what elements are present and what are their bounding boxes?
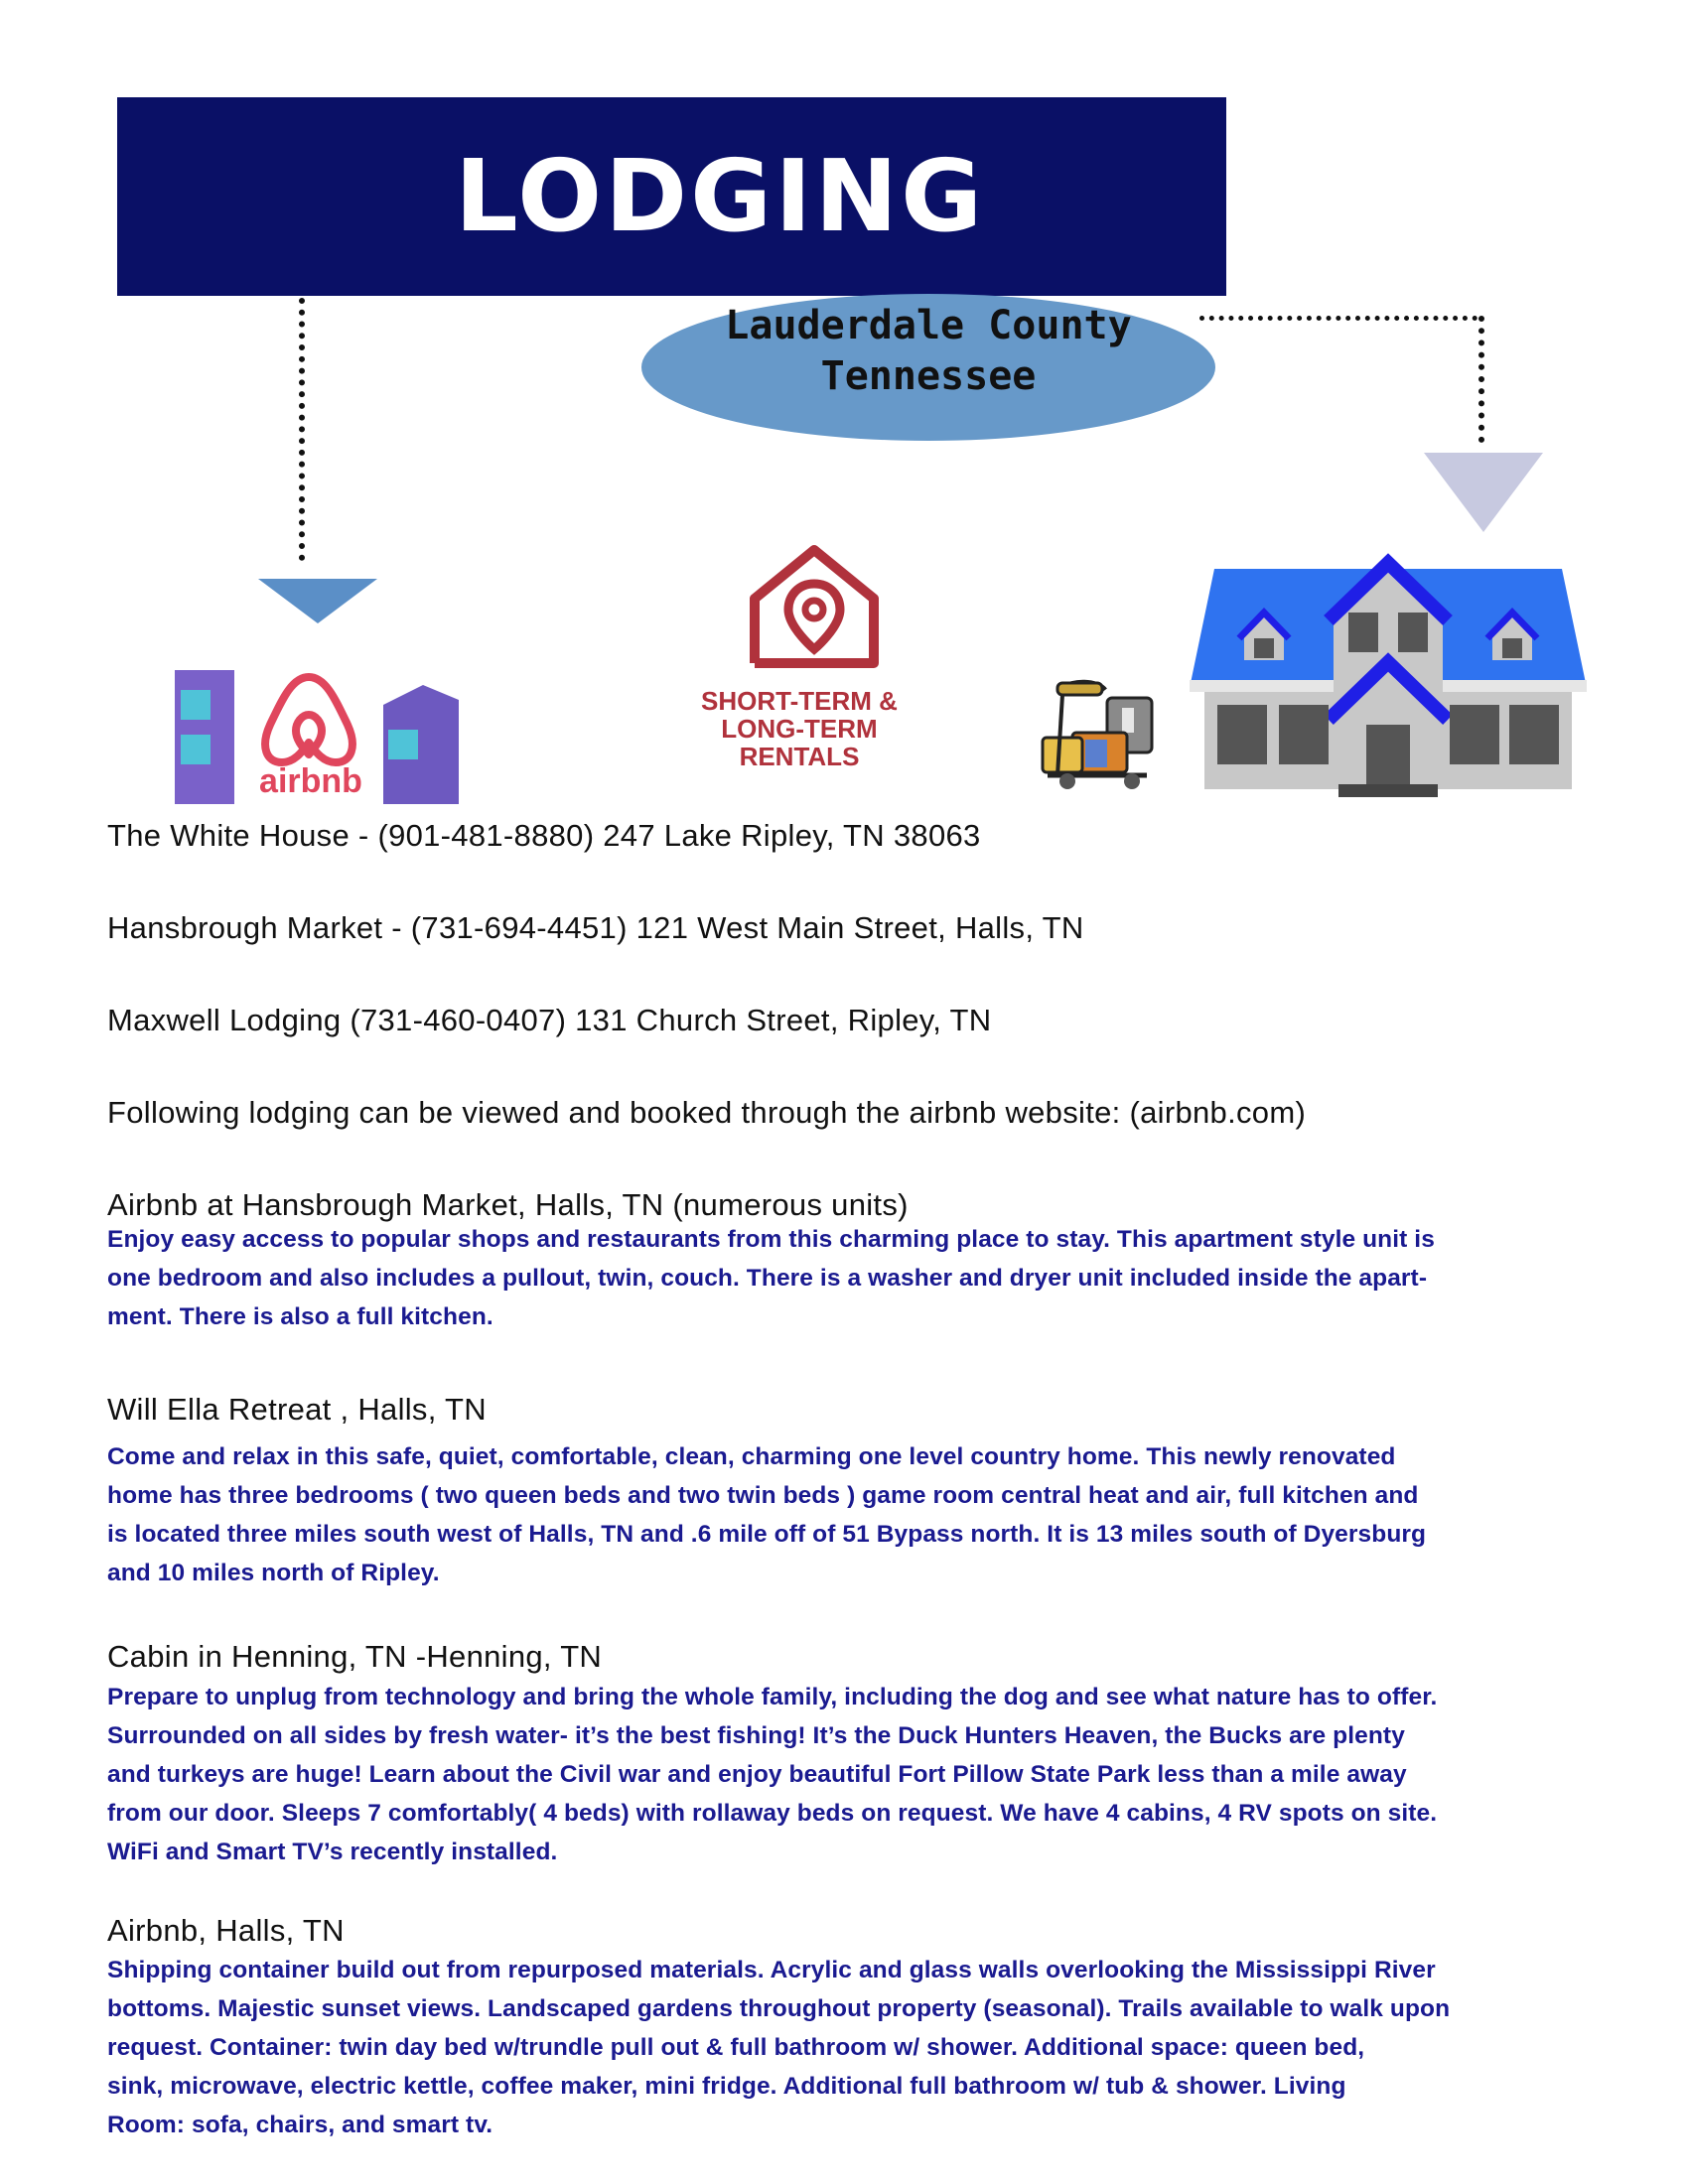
right-dotted-connector-vertical — [1478, 316, 1484, 443]
listing-maxwell-lodging: Maxwell Lodging (731-460-0407) 131 Church Street, Ripley, TN — [107, 1003, 992, 1037]
airbnb-wordmark: airbnb — [259, 762, 362, 800]
airbnb-listing-title: Airbnb at Hansbrough Market, Halls, TN (numerous units) — [107, 1187, 909, 1222]
listing-white-house: The White House - (901-481-8880) 247 Lake Ripley, TN 38063 — [107, 818, 981, 853]
airbnb-listing-description: Come and relax in this safe, quiet, comfortable, clean, charming one level country home. This newly renovated home has three bedrooms ( two queen beds and two twin beds ) game room central heat and air, full kitchen and is located three miles south west of Halls, TN and .6 mile off of 51 Bypass north. It is 13 miles south of Dyersburg and 10 miles north of Ripley. — [107, 1443, 1427, 1586]
rentals-logo-text — [675, 687, 923, 770]
airbnb-listing-title: Will Ella Retreat , Halls, TN — [107, 1392, 487, 1427]
arrow-down-left-icon — [258, 579, 377, 623]
airbnb-listing-description: Shipping container build out from repurposed materials. Acrylic and glass walls overlooking the Mississippi River bottoms. Majestic sunset views. Landscaped gardens throughout property (seasonal). Trails available to walk upon request. Container: twin day bed w/trundle pull out & full bathroom w/ shower. Additional space: queen bed, sink, microwave, electric kettle, coffee maker, mini fridge. Additional full bathroom w/ tub & shower. Living Room: sofa, chairs, and smart tv. — [107, 1957, 1451, 2138]
region-county: Lauderdale County — [725, 303, 1132, 348]
airbnb-listing-title: Airbnb, Halls, TN — [107, 1913, 345, 1948]
rentals-line-2: LONG-TERM — [721, 714, 878, 744]
luggage-cart-icon — [1038, 678, 1167, 792]
right-dotted-connector-horizontal — [1199, 316, 1477, 321]
house-pin-icon — [725, 544, 904, 673]
rentals-line-1: SHORT-TERM & — [701, 686, 898, 716]
rentals-line-3: RENTALS — [739, 742, 860, 771]
arrow-down-right-icon — [1424, 453, 1543, 532]
airbnb-intro: Following lodging can be viewed and booked through the airbnb website: (airbnb.com) — [107, 1095, 1307, 1130]
region-state: Tennessee — [820, 353, 1037, 399]
listing-hansbrough-market: Hansbrough Market - (731-694-4451) 121 West Main Street, Halls, TN — [107, 910, 1084, 945]
airbnb-listing-description: Enjoy easy access to popular shops and restaurants from this charming place to stay. This apartment style unit is one bedroom and also includes a pullout, twin, couch. There is a washer and dryer unit included inside the apart- ment. There is also a full kitchen. — [107, 1226, 1435, 1330]
left-dotted-connector — [299, 298, 305, 561]
page-title: LODGING — [455, 138, 986, 254]
house-icon — [1190, 541, 1587, 797]
airbnb-listing-description: Prepare to unplug from technology and bring the whole family, including the dog and see what nature has to offer. Surrounded on all sides by fresh water- it’s the best fishing! It’s the Duck Hunters Heaven, the Bucks are plenty and turkeys are huge! Learn about the Civil war and enjoy beautiful Fort Pillow State Park less than a mile away from our door. Sleeps 7 comfortably( 4 beds) with rollaway beds on request. We have 4 cabins, 4 RV spots on site. WiFi and Smart TV’s recently installed. — [107, 1684, 1438, 1865]
airbnb-listing-title: Cabin in Henning, TN -Henning, TN — [107, 1639, 603, 1674]
airbnb-logo-icon — [175, 655, 459, 804]
